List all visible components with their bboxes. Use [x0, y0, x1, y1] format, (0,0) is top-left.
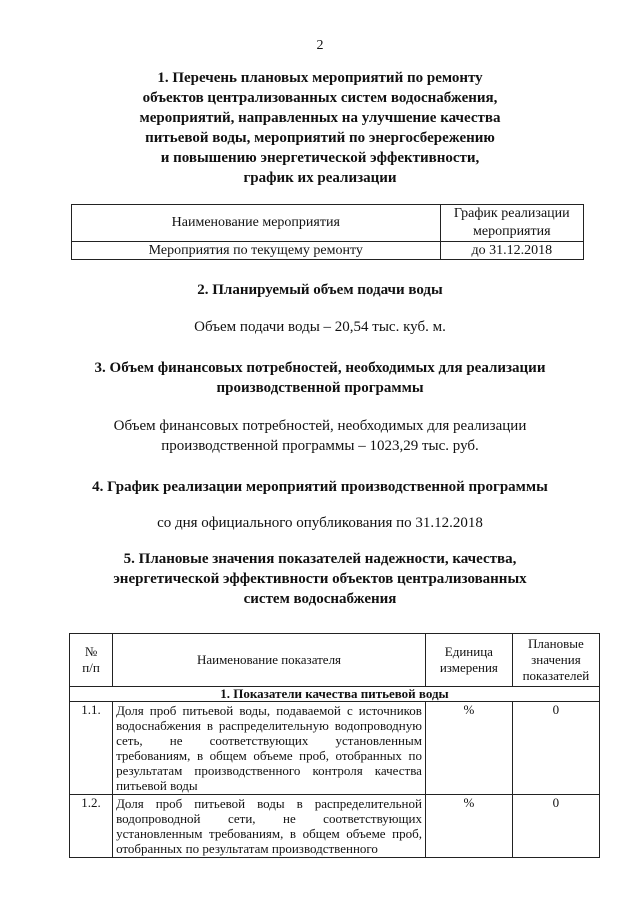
- activity-date-cell: до 31.12.2018: [440, 242, 583, 260]
- section2-title: 2. Планируемый объем подачи воды: [197, 282, 443, 298]
- section5-title-line: систем водоснабжения: [243, 591, 397, 607]
- col-activity-name-header: Наименование мероприятия: [72, 205, 441, 242]
- indicators-table-header: [70, 634, 600, 687]
- row-name-cell: Доля проб питьевой воды, подаваемой с источников водоснабжения в распределительную водопроводную сеть, не соответствующих установленным требованиям, в общем объеме проб, отобранных по результатам производственного контроля качества питьевой воды: [113, 702, 426, 795]
- col-unit-header-line: Единица: [444, 644, 493, 659]
- col-unit-header-line: измерения: [439, 660, 498, 675]
- section3-title: [0, 358, 640, 398]
- row-name-cell: Доля проб питьевой воды в распределительной водопроводной сети, не соответствующих установленным требованиям, в общем объеме проб, отобранных по результатам производственного: [113, 795, 426, 858]
- activities-table: [71, 204, 584, 260]
- col-schedule-header-line: График реализации: [453, 206, 570, 221]
- row-unit-cell: %: [425, 795, 512, 858]
- col-indicator-name-header: Наименование показателя: [113, 634, 426, 687]
- section1-title: [0, 68, 640, 188]
- col-schedule-header: [440, 205, 583, 242]
- section1-title-line: объектов централизованных систем водоснабжения,: [142, 90, 498, 106]
- section4-title: 4. График реализации мероприятий производственной программы: [92, 479, 548, 495]
- section1-title-line: и повышению энергетической эффективности,: [160, 150, 480, 166]
- section5-title: [0, 549, 640, 609]
- section5-title-line: энергетической эффективности объектов централизованных: [113, 571, 527, 587]
- col-num-header-line: п/п: [82, 660, 100, 675]
- row-unit-cell: %: [425, 702, 512, 795]
- row-num-cell: 1.1.: [70, 702, 113, 795]
- row-num-cell: 1.2.: [70, 795, 113, 858]
- section3-title-line: 3. Объем финансовых потребностей, необходимых для реализации: [94, 360, 546, 376]
- col-value-header-line: Плановые: [528, 636, 584, 651]
- section3-text-line: Объем финансовых потребностей, необходимых для реализации: [113, 418, 527, 434]
- section1-title-line: график их реализации: [243, 170, 397, 186]
- col-schedule-header-line: мероприятия: [473, 224, 551, 239]
- indicators-group-title: 1. Показатели качества питьевой воды: [70, 687, 600, 702]
- row-value-cell: 0: [512, 795, 599, 858]
- col-value-header-line: значения: [531, 652, 581, 667]
- section1-title-line: 1. Перечень плановых мероприятий по ремонту: [157, 70, 483, 86]
- col-value-header: [512, 634, 599, 687]
- section3-title-line: производственной программы: [216, 380, 424, 396]
- col-value-header-line: показателей: [522, 668, 590, 683]
- section2-text: Объем подачи воды – 20,54 тыс. куб. м.: [194, 319, 446, 335]
- page-number: 2: [316, 38, 324, 53]
- col-num-header: [70, 634, 113, 687]
- row-value-cell: 0: [512, 702, 599, 795]
- section3-text: [0, 416, 640, 456]
- section4-text: со дня официального опубликования по 31.12.2018: [157, 515, 483, 531]
- table-row: [72, 242, 584, 260]
- section5-title-line: 5. Плановые значения показателей надежности, качества,: [123, 551, 517, 567]
- col-unit-header: [425, 634, 512, 687]
- section1-title-line: питьевой воды, мероприятий по энергосбережению: [145, 130, 495, 146]
- activities-table-header: [72, 205, 584, 242]
- table-row: [70, 702, 600, 795]
- table-row: [70, 795, 600, 858]
- indicators-group-row: [70, 687, 600, 702]
- section1-title-line: мероприятий, направленных на улучшение качества: [139, 110, 501, 126]
- indicators-table: [69, 633, 600, 858]
- section3-text-line: производственной программы – 1023,29 тыс. руб.: [161, 438, 479, 454]
- activity-name-cell: Мероприятия по текущему ремонту: [72, 242, 441, 260]
- col-num-header-line: №: [84, 644, 98, 659]
